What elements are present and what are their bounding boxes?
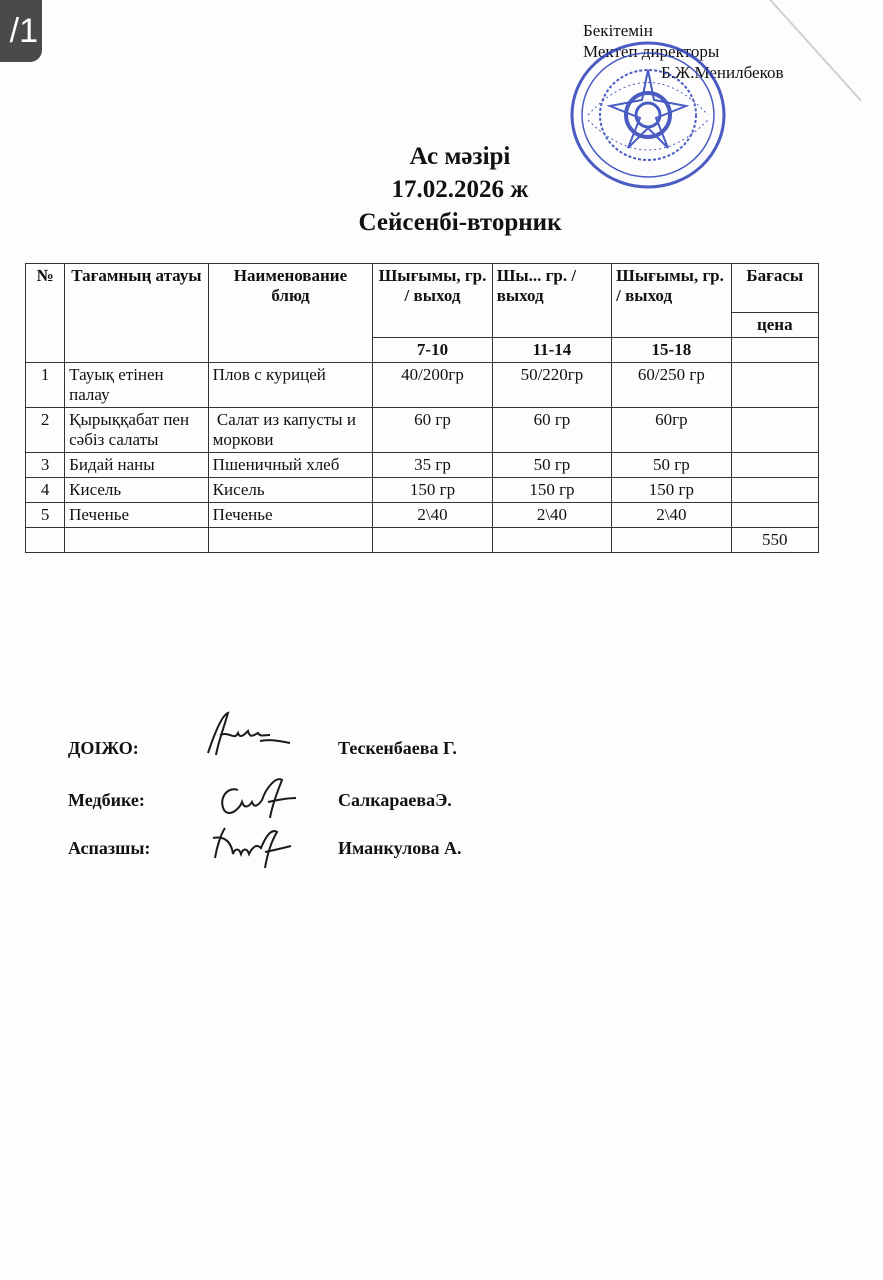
- total-empty-cell: [208, 528, 373, 553]
- title-day: Сейсенбі-вторник: [358, 209, 562, 236]
- header-name-ru: Наименование блюд: [208, 264, 373, 363]
- signature-role-3: Аспазшы:: [68, 838, 151, 858]
- total-empty-cell: [26, 528, 65, 553]
- row-output-3: 150 гр: [612, 478, 731, 503]
- row-price: [731, 363, 818, 408]
- header-age-3: 15-18: [612, 338, 731, 363]
- row-price: [731, 478, 818, 503]
- row-name-ru: Пшеничный хлеб: [208, 453, 373, 478]
- header-output-3: Шығымы, гр. / выход: [612, 264, 731, 338]
- signature-role-2: Медбике:: [68, 790, 145, 810]
- row-number: 2: [26, 408, 65, 453]
- table-row: [26, 478, 819, 503]
- row-name-kz: Кисель: [65, 478, 209, 503]
- menu-table: [25, 263, 819, 553]
- header-price-ru: цена: [731, 313, 818, 338]
- header-age-2: 11-14: [492, 338, 611, 363]
- row-number: 5: [26, 503, 65, 528]
- row-output-3: 60/250 гр: [612, 363, 731, 408]
- signature-name-2: СалкараеваЭ.: [338, 790, 452, 810]
- header-output-1: Шығымы, гр. / выход: [373, 264, 492, 338]
- row-output-2: 50/220гр: [492, 363, 611, 408]
- approval-line-1: Бекітемін: [583, 21, 653, 40]
- total-empty-cell: [65, 528, 209, 553]
- header-age-1: 7-10: [373, 338, 492, 363]
- row-output-2: 2\40: [492, 503, 611, 528]
- row-output-1: 35 гр: [373, 453, 492, 478]
- row-output-1: 150 гр: [373, 478, 492, 503]
- row-output-2: 60 гр: [492, 408, 611, 453]
- handwritten-signature-2: [210, 768, 310, 823]
- row-output-3: 2\40: [612, 503, 731, 528]
- signature-role-1: ДОІЖО:: [68, 738, 139, 758]
- table-row: [26, 363, 819, 408]
- approval-line-2: Мектеп директоры: [583, 42, 720, 61]
- row-price: [731, 503, 818, 528]
- row-number: 1: [26, 363, 65, 408]
- table-row: [26, 408, 819, 453]
- row-output-3: 50 гр: [612, 453, 731, 478]
- total-price: 550: [731, 528, 818, 553]
- row-output-1: 40/200гр: [373, 363, 492, 408]
- header-number: №: [26, 264, 65, 363]
- row-number: 4: [26, 478, 65, 503]
- table-row: [26, 453, 819, 478]
- row-price: [731, 408, 818, 453]
- row-name-kz: Печенье: [65, 503, 209, 528]
- total-empty-cell: [373, 528, 492, 553]
- handwritten-signature-1: [200, 705, 300, 760]
- total-empty-cell: [492, 528, 611, 553]
- row-number: 3: [26, 453, 65, 478]
- row-name-kz: Қырыққабат пен сәбіз салаты: [65, 408, 209, 453]
- header-price-kz: Бағасы: [731, 264, 818, 313]
- row-price: [731, 453, 818, 478]
- row-output-2: 50 гр: [492, 453, 611, 478]
- row-name-kz: Бидай наны: [65, 453, 209, 478]
- table-row: [26, 503, 819, 528]
- row-name-ru: Печенье: [208, 503, 373, 528]
- header-name-kz: Тағамның атауы: [65, 264, 209, 363]
- row-output-3: 60гр: [612, 408, 731, 453]
- page-counter-badge: /1: [0, 0, 42, 62]
- title-line-1: Ас мәзірі: [409, 143, 511, 170]
- row-output-1: 60 гр: [373, 408, 492, 453]
- row-name-kz: Тауық етінен палау: [65, 363, 209, 408]
- handwritten-signature-3: [205, 818, 305, 873]
- header-age-price-empty: [731, 338, 818, 363]
- table-total-row: [26, 528, 819, 553]
- row-name-ru: Кисель: [208, 478, 373, 503]
- row-output-2: 150 гр: [492, 478, 611, 503]
- table-header-row: [26, 264, 819, 313]
- header-output-2: Шы... гр. / выход: [492, 264, 611, 338]
- row-name-ru: Плов с курицей: [208, 363, 373, 408]
- document-title: [0, 140, 883, 239]
- signature-name-3: Иманкулова А.: [338, 838, 462, 858]
- title-date: 17.02.2026 ж: [391, 176, 529, 203]
- total-empty-cell: [612, 528, 731, 553]
- signature-name-1: Тескенбаева Г.: [338, 738, 457, 758]
- approval-line-3: Б.Ж.Менилбеков: [661, 63, 784, 82]
- row-output-1: 2\40: [373, 503, 492, 528]
- row-name-ru: Салат из капусты и моркови: [208, 408, 373, 453]
